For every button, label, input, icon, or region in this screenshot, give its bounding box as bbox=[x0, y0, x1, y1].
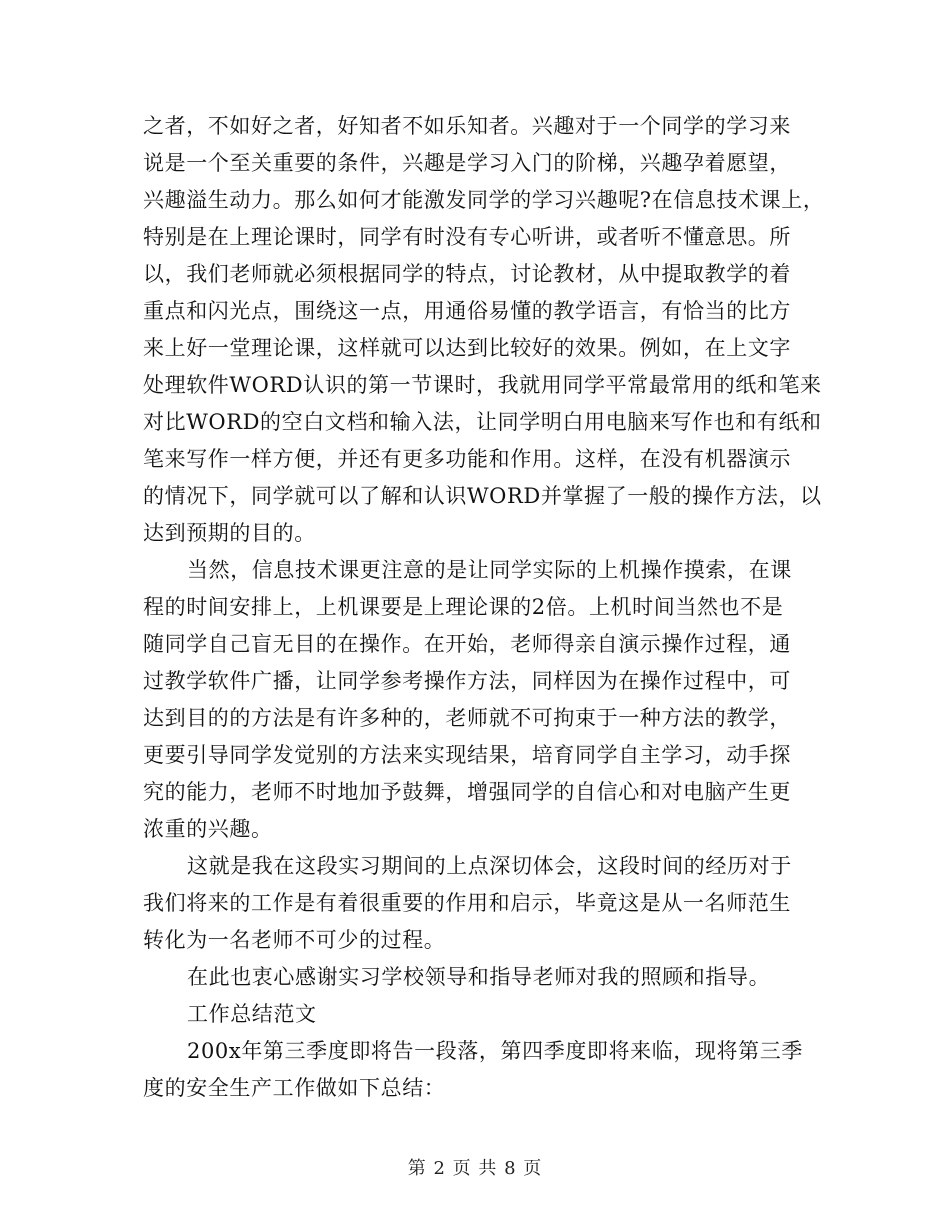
text-line: 之者，不如好之者，好知者不如乐知者。兴趣对于一个同学的学习来 bbox=[143, 114, 791, 138]
text-line: 转化为一名老师不可少的过程。 bbox=[143, 928, 446, 952]
text-line: 过教学软件广播，让同学参考操作方法，同样因为在操作过程中，可 bbox=[143, 669, 791, 693]
text-line: 度的安全生产工作做如下总结： bbox=[143, 1076, 446, 1100]
text-line: 笔来写作一样方便，并还有更多功能和作用。这样，在没有机器演示 bbox=[143, 447, 791, 471]
paragraph-start-line: 在此也衷心感谢实习学校领导和指导老师对我的照顾和指导。 bbox=[187, 965, 771, 989]
paragraph-start-line: 200x年第三季度即将告一段落，第四季度即将来临，现将第三季 bbox=[187, 1039, 803, 1063]
paragraph-start-line: 这就是我在这段实习期间的上点深切体会，这段时间的经历对于 bbox=[187, 854, 792, 878]
text-line: 我们将来的工作是有着很重要的作用和启示，毕竟这是从一名师范生 bbox=[143, 891, 791, 915]
page-number-footer: 第 2 页 共 8 页 bbox=[407, 1158, 543, 1179]
text-line: 究的能力，老师不时地加予鼓舞，增强同学的自信心和对电脑产生更 bbox=[143, 780, 791, 804]
text-line: 重点和闪光点，围绕这一点，用通俗易懂的教学语言，有恰当的比方 bbox=[143, 299, 791, 323]
paragraph-start-line: 当然，信息技术课更注意的是让同学实际的上机操作摸索，在课 bbox=[187, 558, 792, 582]
text-line: 对比WORD的空白文档和输入法，让同学明白用电脑来写作也和有纸和 bbox=[143, 410, 822, 434]
text-line: 达到目的的方法是有许多种的，老师就不可拘束于一种方法的教学， bbox=[143, 706, 791, 730]
text-line: 来上好一堂理论课，这样就可以达到比较好的效果。例如，在上文字 bbox=[143, 336, 791, 360]
section-heading: 工作总结范文 bbox=[187, 1002, 317, 1026]
text-line: 特别是在上理论课时，同学有时没有专心听讲，或者听不懂意思。所 bbox=[143, 225, 791, 249]
text-line: 达到预期的目的。 bbox=[143, 521, 316, 545]
text-line: 更要引导同学发觉别的方法来实现结果，培育同学自主学习，动手探 bbox=[143, 743, 791, 767]
text-line: 以，我们老师就必须根据同学的特点，讨论教材，从中提取教学的着 bbox=[143, 262, 791, 286]
text-line: 随同学自己盲无目的在操作。在开始，老师得亲自演示操作过程，通 bbox=[143, 632, 791, 656]
text-line: 的情况下，同学就可以了解和认识WORD并掌握了一般的操作方法，以 bbox=[143, 484, 822, 508]
text-line: 浓重的兴趣。 bbox=[143, 817, 273, 841]
text-line: 程的时间安排上，上机课要是上理论课的2倍。上机时间当然也不是 bbox=[143, 595, 784, 619]
text-line: 处理软件WORD认识的第一节课时，我就用同学平常最常用的纸和笔来 bbox=[143, 373, 822, 397]
text-line: 兴趣溢生动力。那么如何才能激发同学的学习兴趣呢?在信息技术课上， bbox=[143, 188, 825, 212]
text-line: 说是一个至关重要的条件，兴趣是学习入门的阶梯，兴趣孕着愿望， bbox=[143, 151, 791, 175]
